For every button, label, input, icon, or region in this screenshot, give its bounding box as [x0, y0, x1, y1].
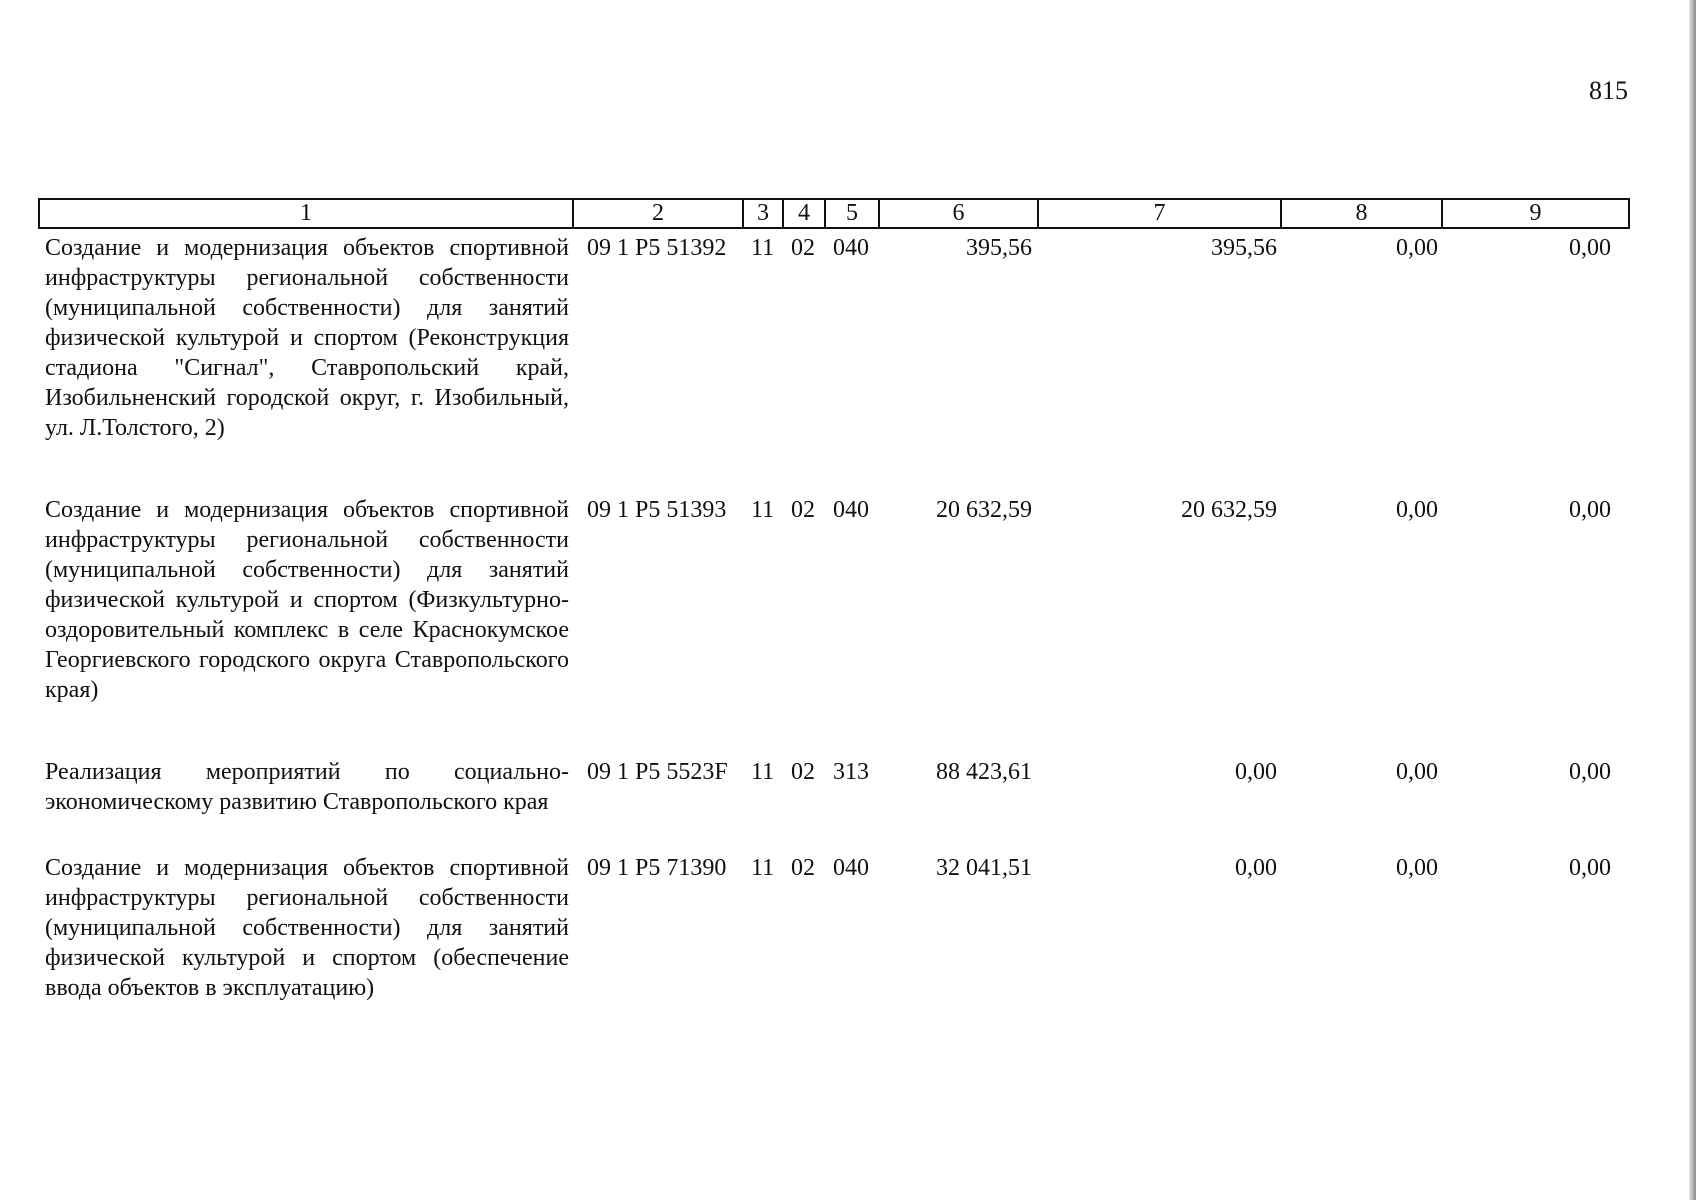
column-number-header-row [39, 199, 1629, 228]
row-col8: 0,00 [1396, 235, 1438, 261]
column-header-9: 9 [1442, 199, 1629, 228]
row-col9: 0,00 [1569, 235, 1611, 261]
row-name: Реализация мероприятий по социально-экономическому развитию Ставропольского края [45, 759, 569, 815]
row-col9: 0,00 [1569, 855, 1611, 881]
row-col3: 11 [751, 235, 775, 261]
row-col7: 395,56 [1211, 235, 1277, 261]
row-col6: 32 041,51 [936, 855, 1032, 881]
table-row [39, 849, 1629, 1003]
budget-table [38, 198, 1630, 1003]
row-target-code: 09 1 P5 5523F [587, 759, 728, 785]
column-header-7: 7 [1038, 199, 1281, 228]
row-col4: 02 [791, 759, 815, 785]
row-name: Создание и модернизация объектов спортивной инфраструктуры региональной собственности (муниципальной собственности) для занятий физической культурой и спортом (Реконструкция стадиона "Сигнал", Ставропольский край, Изобильненский городской округ, г. Изобильный, ул. Л.Толстого, 2) [45, 235, 569, 441]
table-row [39, 228, 1629, 491]
column-header-2: 2 [573, 199, 743, 228]
column-header-4: 4 [783, 199, 825, 228]
row-col6: 395,56 [966, 235, 1032, 261]
row-target-code: 09 1 P5 71390 [587, 855, 727, 881]
row-name: Создание и модернизация объектов спортивной инфраструктуры региональной собственности (муниципальной собственности) для занятий физической культурой и спортом (Физкультурно-оздоровительный комплекс в селе Краснокумское Георгиевского городского округа Ставропольского края) [45, 497, 569, 703]
row-col8: 0,00 [1396, 497, 1438, 523]
row-name: Создание и модернизация объектов спортивной инфраструктуры региональной собственности (муниципальной собственности) для занятий физической культурой и спортом (обеспечение ввода объектов в эксплуатацию) [45, 855, 569, 1001]
row-col3: 11 [751, 855, 775, 881]
row-col3: 11 [751, 497, 775, 523]
row-col5: 040 [833, 855, 869, 881]
column-header-1: 1 [39, 199, 573, 228]
row-col9: 0,00 [1569, 759, 1611, 785]
row-col8: 0,00 [1396, 759, 1438, 785]
page-number: 815 [1589, 76, 1628, 105]
row-col4: 02 [791, 497, 815, 523]
row-col5: 040 [833, 235, 869, 261]
row-target-code: 09 1 P5 51393 [587, 497, 727, 523]
row-col4: 02 [791, 235, 815, 261]
row-col5: 313 [833, 759, 869, 785]
column-header-3: 3 [743, 199, 783, 228]
column-header-5: 5 [825, 199, 879, 228]
row-col6: 20 632,59 [936, 497, 1032, 523]
table-row [39, 753, 1629, 849]
row-target-code: 09 1 P5 51392 [587, 235, 727, 261]
row-col3: 11 [751, 759, 775, 785]
column-header-6: 6 [879, 199, 1038, 228]
row-col7: 20 632,59 [1181, 497, 1277, 523]
column-header-8: 8 [1281, 199, 1442, 228]
row-col6: 88 423,61 [936, 759, 1032, 785]
table-row [39, 491, 1629, 753]
row-col7: 0,00 [1235, 759, 1277, 785]
row-col4: 02 [791, 855, 815, 881]
scan-edge-shadow [1689, 0, 1696, 1200]
row-col8: 0,00 [1396, 855, 1438, 881]
row-col5: 040 [833, 497, 869, 523]
row-col7: 0,00 [1235, 855, 1277, 881]
row-col9: 0,00 [1569, 497, 1611, 523]
